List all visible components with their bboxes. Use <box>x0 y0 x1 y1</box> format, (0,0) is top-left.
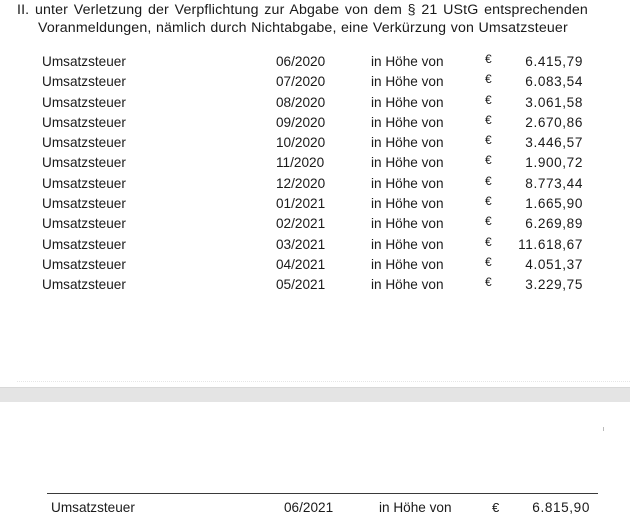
list-item <box>0 133 630 153</box>
list-item <box>0 194 630 214</box>
euro-icon: € <box>485 173 492 188</box>
tax-list <box>0 52 630 296</box>
list-item <box>0 93 630 113</box>
tax-period: 06/2021 <box>284 500 334 515</box>
tax-period: 11/2020 <box>276 155 325 171</box>
list-item <box>0 113 630 133</box>
tax-period: 12/2020 <box>276 175 326 191</box>
tax-label: Umsatzsteuer <box>42 94 126 110</box>
tax-period: 03/2021 <box>276 236 326 252</box>
tax-amount: 3.061,58 <box>525 94 583 110</box>
amount-prefix: in Höhe von <box>371 74 444 90</box>
euro-icon: € <box>485 153 492 168</box>
amount-prefix: in Höhe von <box>371 216 444 232</box>
tax-label: Umsatzsteuer <box>42 196 126 212</box>
intro-line-1: II. unter Verletzung der Verpflichtung zur Abgabe von dem § 21 UStG entsprechenden <box>17 2 588 18</box>
page-break-divider <box>0 387 630 402</box>
list-item <box>0 153 630 173</box>
amount-prefix: in Höhe von <box>371 256 444 272</box>
tax-amount: 6.415,79 <box>525 54 583 69</box>
tax-amount: 3.446,57 <box>525 135 583 151</box>
euro-icon: € <box>485 194 492 209</box>
list-item <box>0 255 630 275</box>
list-item <box>0 214 630 234</box>
list-item <box>0 275 630 295</box>
tax-period: 08/2020 <box>276 94 326 110</box>
euro-icon: € <box>485 234 492 249</box>
euro-icon: € <box>485 52 492 66</box>
tax-period: 01/2021 <box>276 196 326 212</box>
euro-icon: € <box>485 254 492 269</box>
horizontal-rule <box>47 493 598 494</box>
euro-icon: € <box>492 500 500 515</box>
tax-amount: 3.229,75 <box>525 277 583 293</box>
tax-amount: 8.773,44 <box>525 175 583 191</box>
amount-prefix: in Höhe von <box>379 500 452 515</box>
list-item <box>0 235 630 255</box>
tax-label: Umsatzsteuer <box>42 74 126 90</box>
tax-period: 07/2020 <box>276 74 326 90</box>
amount-prefix: in Höhe von <box>371 114 444 130</box>
list-item <box>0 72 630 92</box>
list-item <box>0 174 630 194</box>
amount-prefix: in Höhe von <box>371 196 444 212</box>
tax-label: Umsatzsteuer <box>42 54 126 69</box>
tax-amount: 4.051,37 <box>525 256 583 272</box>
euro-icon: € <box>485 112 492 127</box>
tax-label: Umsatzsteuer <box>42 135 126 151</box>
tax-period: 04/2021 <box>276 256 326 272</box>
tax-label: Umsatzsteuer <box>42 236 126 252</box>
tax-label: Umsatzsteuer <box>42 216 126 232</box>
tax-period: 05/2021 <box>276 277 326 293</box>
amount-prefix: in Höhe von <box>371 236 444 252</box>
tax-label: Umsatzsteuer <box>42 114 126 130</box>
tax-label: Umsatzsteuer <box>42 155 126 171</box>
tax-period: 10/2020 <box>276 135 326 151</box>
tax-amount: 2.670,86 <box>525 114 583 130</box>
page-edge-artifact <box>17 381 630 385</box>
tax-label: Umsatzsteuer <box>51 500 135 515</box>
tax-amount: 6.083,54 <box>525 74 583 90</box>
tax-period: 09/2020 <box>276 114 326 130</box>
amount-prefix: in Höhe von <box>371 155 444 171</box>
tax-label: Umsatzsteuer <box>42 175 126 191</box>
tax-amount: 6.269,89 <box>525 216 583 232</box>
tax-amount: 11.618,67 <box>518 236 583 252</box>
tax-label: Umsatzsteuer <box>42 277 126 293</box>
tax-period: 02/2021 <box>276 216 326 232</box>
euro-icon: € <box>485 214 492 229</box>
amount-prefix: in Höhe von <box>371 94 444 110</box>
tax-amount: 1.900,72 <box>525 155 583 171</box>
tax-label: Umsatzsteuer <box>42 256 126 272</box>
euro-icon: € <box>485 133 492 148</box>
amount-prefix: in Höhe von <box>371 135 444 151</box>
tax-amount: 6.815,90 <box>532 500 590 515</box>
euro-icon: € <box>485 92 492 107</box>
list-item-next-page <box>0 498 630 518</box>
tax-period: 06/2020 <box>276 54 326 69</box>
euro-icon: € <box>485 72 492 87</box>
tax-amount: 1.665,90 <box>525 196 583 212</box>
amount-prefix: in Höhe von <box>371 277 444 293</box>
euro-icon: € <box>485 275 492 290</box>
scan-artifact <box>603 427 604 431</box>
amount-prefix: in Höhe von <box>371 54 444 69</box>
amount-prefix: in Höhe von <box>371 175 444 191</box>
list-item <box>0 52 630 72</box>
intro-line-2: Voranmeldungen, nämlich durch Nichtabgabe, eine Verkürzung von Umsatzsteuer <box>38 20 568 36</box>
